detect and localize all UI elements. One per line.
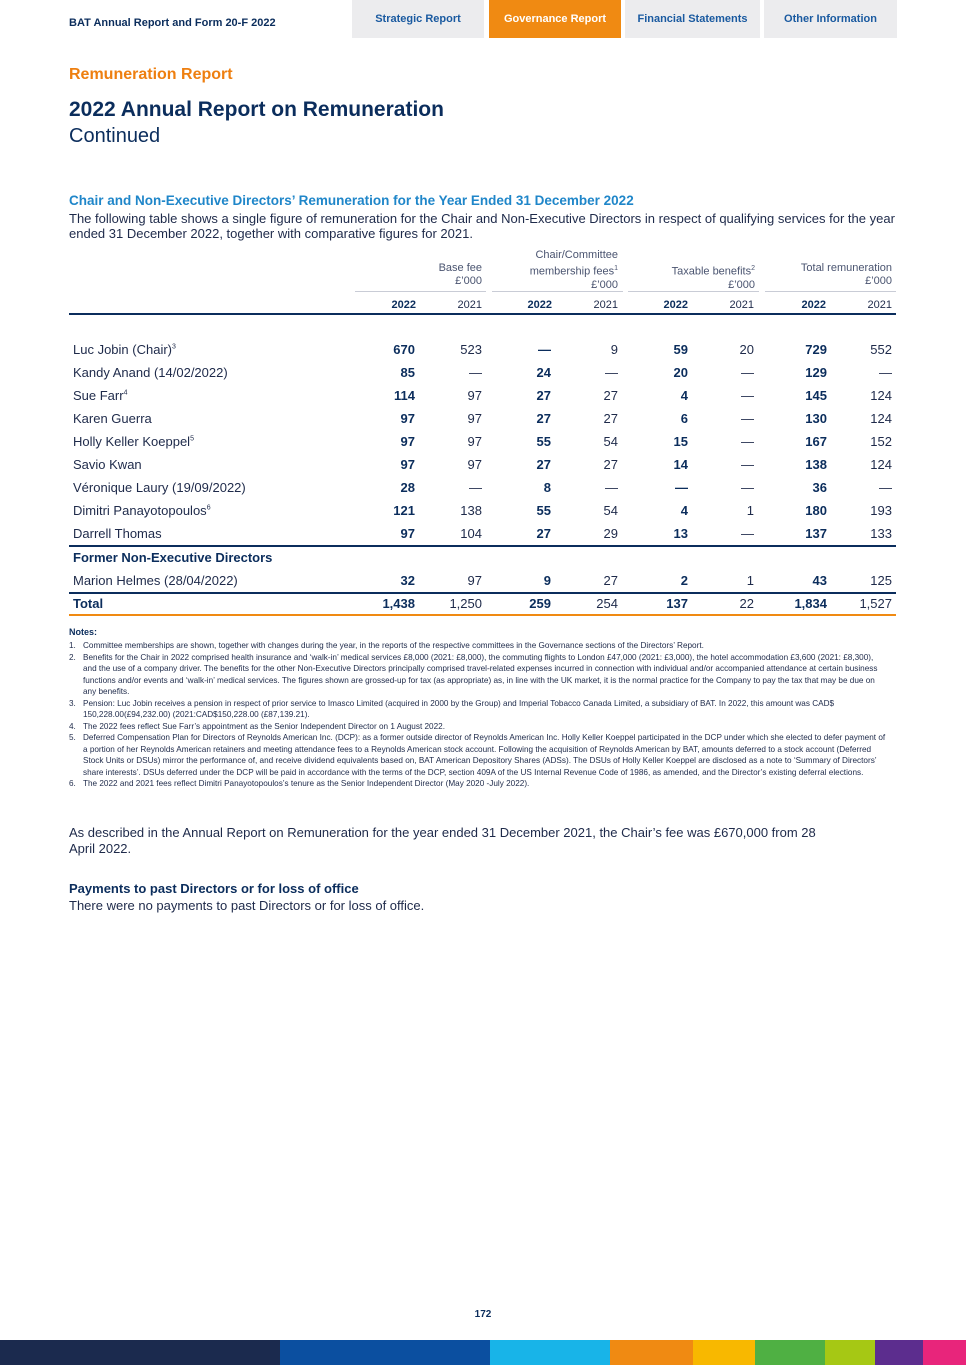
year-header: 2022 [663,299,688,311]
committee-fees-2021: 29 [603,526,618,541]
taxable-benefits-2021: 1 [746,503,754,518]
former-directors-heading: Former Non-Executive Directors [73,550,273,565]
note-text: Benefits for the Chair in 2022 comprised health insurance and ‘walk-in’ medical services £8,000 (2021: £8,000), the commuting flights to London £47,000 (2021: £3,000), the hotel accommodation £3,600 (2021: £8,300), and the use of a company driver. The benefits for the other Non-Executive Directors principally comprised travel-related expenses incurred in connection with individual and/or accompanied attendance at certain business functions and/or events and ‘walk-in’ medical services. The figures shown are grossed-up for tax (as appropriate) as, in line with the UK market, it is the normal practice for the Company to pay the tax that may be due on any benefits. [83,652,878,696]
footer-color-bar [0,1340,966,1365]
total-2022: 138 [805,457,827,472]
taxable-benefits-2021: 22 [739,596,754,611]
column-group-label: Base fee [438,262,482,274]
footnote-ref: 3 [172,343,176,351]
total-2021: 124 [870,388,892,403]
column-group-base-fee [382,262,482,288]
note-text: The 2022 and 2021 fees reflect Dimitri Panayotopoulos’s tenure as the Senior Independent Director (May 2020 -July 2022). [83,779,530,788]
table-row [69,430,896,453]
base-fee-2022: 97 [400,457,415,472]
year-header: 2021 [457,299,482,311]
base-fee-2021: 104 [460,526,482,541]
committee-fees-2022: 259 [529,596,551,611]
taxable-benefits-2022: 15 [673,434,688,449]
base-fee-2021: — [469,480,482,495]
director-name: Dimitri Panayotopoulos [73,503,207,518]
page-number: 172 [474,1309,492,1320]
total-2022: 137 [805,526,827,541]
color-segment [923,1340,966,1365]
table-bottom-rule [69,614,896,616]
committee-fees-2022: 27 [536,388,551,403]
director-name: Marion Helmes (28/04/2022) [73,573,238,588]
table-row [69,569,896,592]
taxable-benefits-2021: — [741,457,754,472]
color-segment [693,1340,755,1365]
footnote-ref: 2 [751,265,755,272]
total-2021: 552 [870,342,892,357]
table-row [69,453,896,476]
table-intro: The following table shows a single figure of remuneration for the Chair and Non-Executive Directors in respect of qualifying services for the year ended 31 December 2022, together with comparative figures for 2021. [69,211,895,241]
note-number: 5. [69,733,76,742]
footnote-ref: 1 [614,265,618,272]
note-text: Pension: Luc Jobin receives a pension in respect of prior service to Imasco Limited (acquired in 2000 by the Group) and Imperial Tobacco Canada Limited, a subsidiary of BAT. In 2022, this amount was CAD$ 150,228.00(£94,232.00) (2021:CAD$150,228.00 (£87,139.21). [83,698,835,719]
base-fee-2021: 97 [467,411,482,426]
column-group-unit: £’000 [591,278,618,291]
committee-fees-2021: 54 [603,434,618,449]
column-group-unit: £’000 [865,275,892,287]
column-group-chair-committee-fees [488,249,618,292]
committee-fees-2022: 9 [543,573,551,588]
base-fee-2022: 121 [393,503,415,518]
color-segment [0,1340,280,1365]
note-text: Deferred Compensation Plan for Directors of Reynolds American Inc. (DCP): as a former outside director of Reynolds American Inc. Holly Keller Koeppel participated in the DCP under which she elected to defer payment of a portion of her Reynolds American retainers and meeting attendance fees to a Reynolds American stock account. Following the acquisition of Reynolds American by BAT, amounts deferred to a stock account (Deferred Stock Units or DSUs) mirror the performance of, and receive dividend equivalents based on, BAT American Depository Shares (ADSs). The DSUs of Holly Keller Koeppel are disclosed as a note to ‘Summary of Directors’ share interests’. DSUs deferred under the DCP will be paid in accordance with the terms of the DCP, section 409A of the US Internal Revenue Code of 1986, as amended, and the Director’s existing deferral elections. [83,733,886,777]
taxable-benefits-2022: 14 [673,457,688,472]
table-row [69,338,896,361]
taxable-benefits-2022: 4 [680,388,688,403]
year-header: 2021 [729,299,754,311]
year-header: 2022 [391,299,416,311]
color-segment [755,1340,825,1365]
table-row [69,522,896,545]
base-fee-2022: 1,438 [382,596,415,611]
base-fee-2021: 97 [467,573,482,588]
committee-fees-2021: — [605,365,618,380]
taxable-benefits-2022: 59 [673,342,688,357]
director-name: Kandy Anand (14/02/2022) [73,365,228,380]
total-2022: 1,834 [794,596,827,611]
total-2021: 1,527 [859,596,892,611]
footnote-ref: 5 [190,435,194,443]
group-divider [628,291,759,292]
color-segment [280,1340,490,1365]
page-subtitle: Continued [69,125,161,147]
total-2021: 124 [870,457,892,472]
past-directors-text: There were no payments to past Directors or for loss of office. [69,898,425,913]
tab-financial-statements[interactable]: Financial Statements [625,0,760,38]
base-fee-2021: 97 [467,457,482,472]
director-name: Darrell Thomas [73,526,162,541]
top-navigation-bar [0,0,966,38]
column-group-label-line1: Chair/Committee [535,249,618,261]
column-group-taxable-benefits [630,262,755,292]
committee-fees-2021: 27 [603,411,618,426]
taxable-benefits-2021: — [741,526,754,541]
note-number: 3. [69,698,76,708]
table-header-rule [69,313,896,315]
footnote-ref: 4 [123,389,128,397]
total-2022: 167 [805,434,827,449]
table-total-row [69,592,896,615]
base-fee-2022: 114 [394,388,415,403]
table-row [69,407,896,430]
column-group-label: Total remuneration [800,262,892,274]
base-fee-2021: — [469,365,482,380]
taxable-benefits-2022: 137 [666,596,688,611]
director-name: Holly Keller Koeppel [73,434,191,449]
notes-title: Notes: [69,627,98,637]
note-number: 6. [69,779,76,788]
committee-fees-2021: 9 [610,342,618,357]
base-fee-2022: 28 [400,480,415,495]
director-name: Luc Jobin (Chair) [73,342,172,357]
column-group-total-remuneration [772,262,892,288]
taxable-benefits-2022: 4 [680,503,688,518]
total-2021: 193 [870,503,892,518]
total-2021: 133 [870,526,892,541]
base-fee-2022: 670 [393,342,415,357]
page-title: 2022 Annual Report on Remuneration [69,98,444,121]
total-2021: 124 [870,411,892,426]
total-2021: — [879,365,892,380]
note-number: 1. [69,641,76,650]
committee-fees-2022: 55 [536,434,551,449]
base-fee-2021: 523 [460,342,482,357]
note-number: 2. [69,652,76,662]
committee-fees-2021: 54 [603,503,618,518]
column-group-label: membership fees [529,265,615,278]
taxable-benefits-2021: 20 [739,342,754,357]
year-header: 2021 [867,299,892,311]
table-row [69,361,896,384]
total-2022: 145 [805,388,827,403]
committee-fees-2022: 27 [536,411,551,426]
committee-fees-2022: 27 [536,526,551,541]
taxable-benefits-2021: — [741,480,754,495]
note-text: Committee memberships are shown, together with changes during the year, in the reports of the respective committees in the Governance sections of the Directors’ Report. [83,641,704,650]
total-2021: 152 [870,434,892,449]
year-header: 2021 [593,299,618,311]
document-title: BAT Annual Report and Form 20-F 2022 [69,17,276,29]
note-item [69,721,887,733]
taxable-benefits-2022: — [675,480,688,495]
committee-fees-2021: 254 [596,596,618,611]
committee-fees-2022: 8 [543,480,551,495]
taxable-benefits-2021: — [741,388,754,403]
committee-fees-2021: 27 [603,573,618,588]
base-fee-2021: 97 [467,388,482,403]
total-label: Total [73,596,104,611]
column-group-unit: £’000 [455,275,482,287]
chair-fee-paragraph: As described in the Annual Report on Remuneration for the year ended 31 December 2021, the Chair’s fee was £670,000 from 28 April 2022. [69,825,816,856]
color-segment [610,1340,693,1365]
director-name: Véronique Laury (19/09/2022) [73,480,246,495]
note-item [69,698,887,721]
base-fee-2022: 32 [400,573,415,588]
table-row [69,476,896,499]
total-2022: 129 [805,365,827,380]
committee-fees-2021: 27 [603,457,618,472]
table-heading: Chair and Non-Executive Directors’ Remuneration for the Year Ended 31 December 2022 [69,193,634,208]
group-divider [765,291,896,292]
base-fee-2022: 97 [400,411,415,426]
note-item [69,640,887,652]
group-divider [355,291,486,292]
total-2022: 36 [812,480,827,495]
note-text: The 2022 fees reflect Sue Farr’s appointment as the Senior Independent Director on 1 August 2022. [83,721,445,731]
year-header: 2022 [527,299,552,311]
notes-list [69,640,887,790]
table-row [69,384,896,407]
total-2022: 130 [805,411,827,426]
former-directors-heading-row [69,546,896,569]
committee-fees-2022: 27 [536,457,551,472]
base-fee-2021: 138 [460,503,482,518]
director-name: Karen Guerra [73,411,152,426]
committee-fees-2022: — [538,342,551,357]
total-2022: 729 [805,342,827,357]
committee-fees-2021: — [605,480,618,495]
total-2021: — [879,480,892,495]
taxable-benefits-2021: — [741,365,754,380]
taxable-benefits-2021: 1 [746,573,754,588]
past-directors-heading: Payments to past Directors or for loss of office [69,881,359,896]
director-name: Sue Farr [73,388,124,403]
base-fee-2022: 97 [400,526,415,541]
color-segment [875,1340,923,1365]
note-item [69,652,887,698]
note-item [69,732,887,778]
column-group-label: Taxable benefits [671,265,752,278]
color-segment [490,1340,610,1365]
committee-fees-2022: 24 [536,365,551,380]
color-segment [825,1340,875,1365]
footnote-ref: 6 [206,504,211,512]
year-header: 2022 [801,299,826,311]
taxable-benefits-2022: 13 [673,526,688,541]
total-2022: 180 [805,503,827,518]
total-2022: 43 [812,573,827,588]
tab-strategic-report[interactable]: Strategic Report [352,0,484,38]
base-fee-2021: 97 [467,434,482,449]
director-name: Savio Kwan [73,457,142,472]
committee-fees-2021: 27 [603,388,618,403]
taxable-benefits-2022: 6 [680,411,688,426]
note-item [69,778,887,790]
tab-governance-report[interactable]: Governance Report [489,0,621,38]
note-number: 4. [69,721,76,731]
group-divider [492,291,623,292]
committee-fees-2022: 55 [536,503,551,518]
taxable-benefits-2022: 2 [680,573,688,588]
section-label: Remuneration Report [69,66,233,83]
taxable-benefits-2021: — [741,411,754,426]
taxable-benefits-2022: 20 [673,365,688,380]
column-group-unit: £’000 [728,278,755,291]
tab-other-information[interactable]: Other Information [764,0,897,38]
base-fee-2022: 97 [400,434,415,449]
table-row [69,499,896,522]
total-2021: 125 [870,573,892,588]
base-fee-2022: 85 [400,365,415,380]
taxable-benefits-2021: — [741,434,754,449]
base-fee-2021: 1,250 [449,596,482,611]
